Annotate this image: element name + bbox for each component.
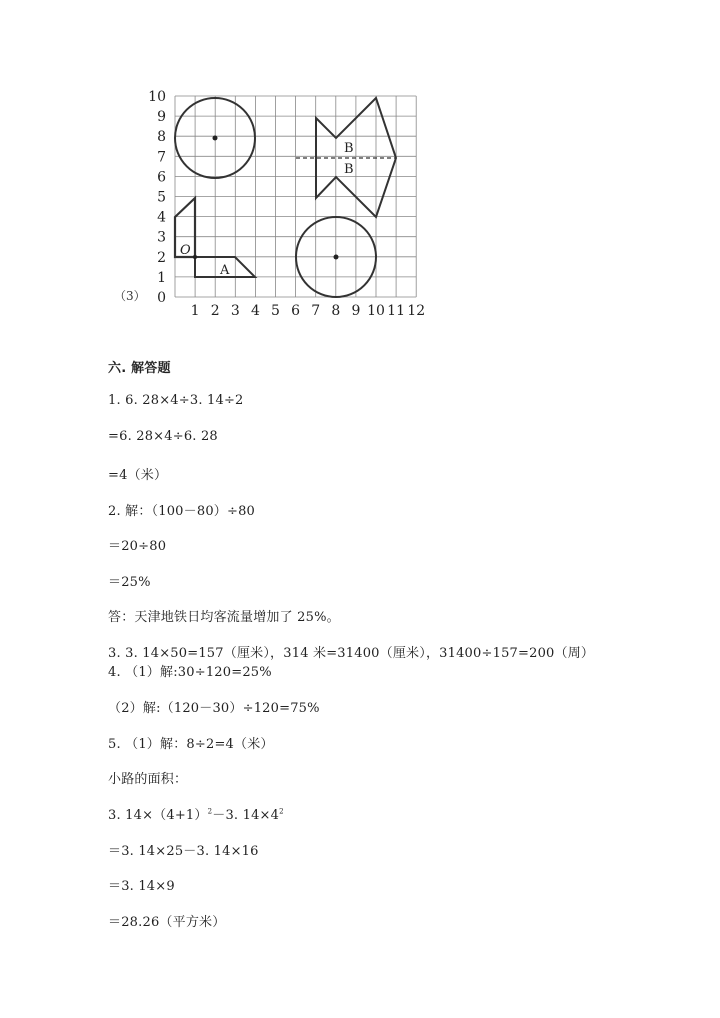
- q5-line-2: 小路的面积：: [108, 772, 188, 787]
- grid-svg: [100, 88, 440, 320]
- circle-bottom-right-center: [334, 255, 339, 260]
- y-tick-label: 9: [157, 109, 166, 126]
- section-title: 六. 解答题: [108, 361, 171, 376]
- y-tick-label: 3: [157, 229, 166, 246]
- q5-line-3-part-a: 3. 14×（4+1）: [108, 808, 208, 823]
- point-o: [193, 255, 197, 259]
- x-tick-labels: [191, 303, 425, 319]
- q2-line-3: ＝25%: [108, 575, 151, 590]
- q5-line-1: 5. （1）解：8÷2=4（米）: [108, 737, 274, 752]
- y-tick-labels: [148, 89, 166, 306]
- q5-line-3-exponent-2: 2: [279, 807, 284, 816]
- q5-line-6: ＝28.26（平方米）: [108, 915, 226, 930]
- label-b-bottom: B: [344, 162, 354, 177]
- coordinate-grid-figure: [100, 88, 440, 320]
- x-tick-label: 10: [367, 303, 385, 319]
- x-tick-label: 2: [210, 303, 220, 319]
- q3-line-1: 3. 3. 14×50=157（厘米），314 米=31400（厘米），31400÷157=200（周）: [108, 646, 595, 661]
- q5-line-3-exponent-1: 2: [207, 807, 213, 816]
- q5-line-4: ＝3. 14×25－3. 14×16: [108, 844, 259, 859]
- y-tick-label: 5: [157, 189, 166, 206]
- y-tick-label: 4: [157, 209, 166, 226]
- x-tick-label: 9: [351, 303, 361, 319]
- y-tick-label: 8: [157, 129, 166, 146]
- q4-line-2: （2）解:（120－30）÷120=75%: [108, 701, 320, 716]
- q5-line-5: ＝3. 14×9: [108, 879, 175, 894]
- x-tick-label: 7: [311, 303, 321, 319]
- circle-top-left-center: [213, 136, 218, 141]
- q1-line-3: =4（米）: [108, 468, 168, 483]
- x-tick-label: 3: [230, 303, 240, 319]
- x-tick-label: 5: [271, 303, 280, 319]
- y-tick-label: 1: [157, 269, 166, 286]
- q5-line-3: [108, 804, 284, 823]
- q5-line-3-part-b: －3. 14×4: [212, 808, 280, 823]
- x-tick-label: 6: [291, 303, 301, 319]
- grid-lines: [175, 96, 416, 297]
- label-o: O: [180, 243, 191, 258]
- label-a: A: [220, 263, 230, 278]
- q2-line-2: ＝20÷80: [108, 539, 167, 554]
- y-tick-label: 2: [157, 249, 166, 266]
- x-tick-label: 4: [250, 303, 260, 319]
- q2-line-1: 2. 解：（100－80）÷80: [108, 504, 256, 519]
- y-tick-label: 10: [148, 89, 166, 105]
- q1-line-1: 1. 6. 28×4÷3. 14÷2: [108, 393, 244, 408]
- y-tick-label: 0: [157, 290, 166, 306]
- x-tick-label: 12: [407, 303, 426, 319]
- x-tick-label: 1: [190, 303, 200, 319]
- q2-line-4: 答：天津地铁日均客流量增加了 25%。: [108, 610, 340, 625]
- q4-line-1: 4. （1）解:30÷120=25%: [108, 665, 272, 680]
- x-tick-label: 8: [331, 303, 341, 319]
- y-tick-label: 7: [157, 149, 166, 166]
- x-tick-label: 11: [387, 303, 406, 319]
- label-b-top: B: [344, 141, 354, 156]
- q1-line-2: =6. 28×4÷6. 28: [108, 429, 218, 444]
- y-tick-label: 6: [157, 169, 166, 186]
- figure-label: （3）: [114, 289, 146, 303]
